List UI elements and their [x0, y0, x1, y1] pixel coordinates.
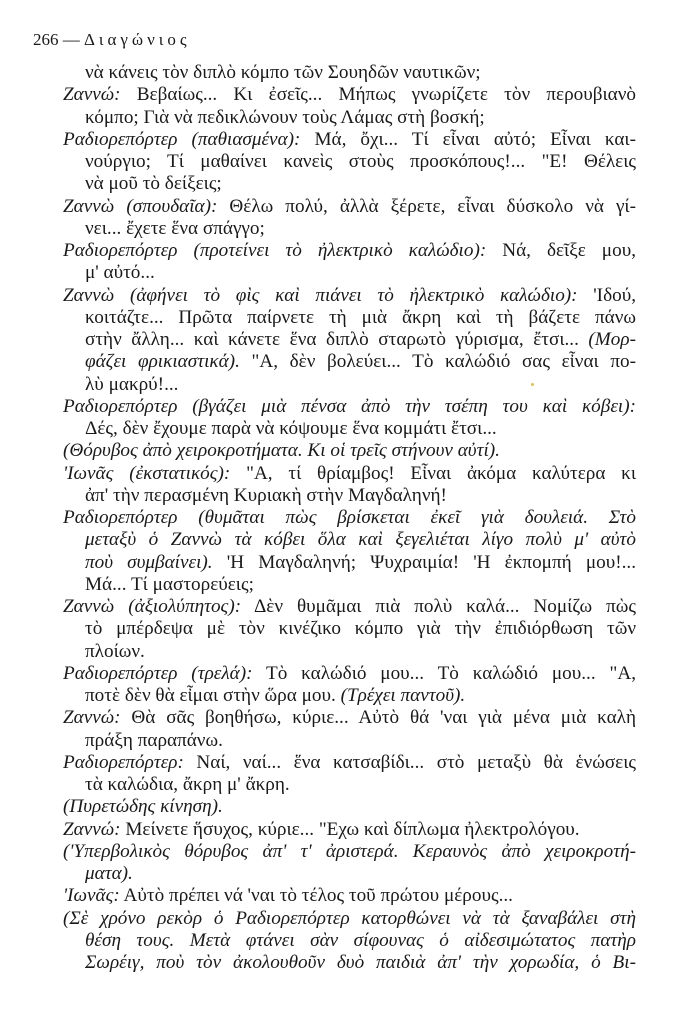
text-line: [85, 329, 636, 351]
text-line: [85, 774, 636, 796]
italic-segment: (Τρέχει παντοῦ).: [340, 685, 466, 706]
roman-segment: Μείνετε ἥσυχος, κύριε... "Εχω καὶ δίπλωμα ἠλεκτρολόγου.: [120, 818, 580, 840]
text-line: [85, 351, 636, 373]
header-dash: —: [58, 30, 84, 49]
text-line: [63, 752, 636, 774]
italic-segment: Ζαννώ:: [63, 818, 121, 840]
text-line: [63, 285, 636, 307]
roman-segment: Μά, ὄχι... Τί εἶναι αὐτό; Εἶναι και-: [300, 128, 636, 150]
italic-segment: Ζαννὼ (σπουδαῖα):: [63, 195, 218, 217]
roman-segment: κόμπο; Γιὰ νὰ πεδικλώνουν τοὺς Λάμας στὴ βοσκή;: [85, 106, 485, 128]
roman-segment: Βεβαίως... Κι ἐσεῖς... Μήπως γνωρίζετε τὸν περουβιανὸ: [120, 84, 636, 106]
text-line: [63, 596, 636, 618]
italic-segment: Ζαννὼ (ἀξιολύπητος):: [63, 596, 242, 617]
text-line: [85, 685, 636, 707]
text-line: [85, 552, 636, 574]
roman-segment: κοιτάζτε... Πρῶτα παίρνετε τὴ μιὰ ἄκρη καὶ τὴ βάζετε πάνω: [85, 306, 636, 328]
text-line: [85, 418, 636, 440]
text-line: [63, 196, 636, 218]
italic-segment: ('Υπερβολικὸς θόρυβος ἀπ' τ' ἀριστερά. Κεραυνὸς ἀπὸ χειροκροτή-: [63, 840, 636, 862]
text-line: [63, 396, 636, 418]
italic-segment: Ραδιορεπόρτερ (τρελά):: [63, 662, 253, 684]
text-line: [85, 574, 636, 596]
text-line: [85, 107, 636, 129]
italic-segment: φάζει φρικιαστικά).: [85, 351, 240, 373]
text-line: [85, 863, 636, 885]
italic-segment: (Σὲ χρόνο ρεκὸρ ὁ Ραδιορεπόρτερ κατορθώνει νὰ τὰ ξαναβάλει στὴ: [63, 907, 636, 929]
roman-segment: νὰ κάνεις τὸν διπλὸ κόμπο τῶν Σουηδῶν ναυτικῶν;: [85, 62, 481, 83]
roman-segment: στὴν ἄλλη... καὶ κάνετε ἕνα διπλὸ σταρωτὸ γύρισμα, ἔτσι...: [85, 329, 589, 350]
italic-segment: θέση τους. Μετὰ φτάνει σὰν σίφουνας ὁ αἰδεσιμώτατος πατὴρ: [85, 929, 636, 951]
text-line: [63, 885, 636, 907]
running-header: [33, 30, 191, 50]
italic-segment: Ραδιορεπόρτερ (θυμᾶται πὼς βρίσκεται ἐκεῖ γιὰ δουλειά. Στὸ: [63, 507, 636, 528]
roman-segment: Τὸ καλώδιό μου... Τὸ καλώδιό μου... "Α,: [252, 662, 636, 684]
roman-segment: πλοίων.: [85, 640, 145, 662]
text-line: [63, 463, 636, 485]
roman-segment: πράξη παραπάνω.: [85, 729, 223, 751]
italic-segment: Ραδιορεπόρτερ (βγάζει μιὰ πένσα ἀπὸ τὴν τσέπη του καὶ κόβει):: [63, 395, 636, 417]
italic-segment: 'Ιωνᾶς:: [63, 885, 120, 907]
roman-segment: Μά... Τί μαστορεύεις;: [85, 573, 254, 595]
text-line: [85, 374, 636, 396]
italic-segment: Ραδιορεπόρτερ (παθιασμένα):: [63, 128, 301, 150]
italic-segment: (Θόρυβος ἀπὸ χειροκροτήματα. Κι οἱ τρεῖς στήνουν αὐτί).: [63, 440, 500, 462]
text-line: [63, 507, 636, 529]
italic-segment: ποὺ συμβαίνει).: [85, 551, 213, 573]
roman-segment: λὺ μακρύ!...: [85, 373, 179, 395]
roman-segment: "Α, δὲν βολεύει... Τὸ καλώδιό σας εἶναι πο-: [239, 351, 636, 373]
italic-segment: 'Ιωνᾶς (ἐκστατικός):: [63, 462, 231, 484]
text-line: [63, 440, 636, 462]
roman-segment: τὸ μπέρδεψα μὲ τὸν κινέζικο κόμπο γιὰ τὴν ἐπιδιόρθωση τῶν: [85, 618, 636, 640]
italic-segment: μεταξὺ ὁ Ζαννὼ τὰ κόβει ὅλα καὶ ξεγελιέται λίγο πολὺ μ' αὐτὸ: [85, 529, 636, 551]
roman-segment: Θὰ σᾶς βοηθήσω, κύριε... Αὐτὸ θά 'ναι γιὰ μένα μιὰ καλὴ: [120, 707, 636, 729]
text-line: [85, 952, 636, 974]
text-line: [85, 641, 636, 663]
text-line: [63, 796, 636, 818]
text-line: [85, 730, 636, 752]
text-line: [63, 84, 636, 106]
text-line: [85, 529, 636, 551]
roman-segment: Αὐτὸ πρέπει νά 'ναι τὸ τέλος τοῦ πρώτου μέρους...: [119, 885, 513, 907]
roman-segment: νει... ἔχετε ἕνα σπάγγο;: [85, 217, 265, 239]
text-line: [63, 129, 636, 151]
page-number: 266: [33, 30, 59, 49]
text-line: [63, 841, 636, 863]
italic-segment: Ζαννὼ (ἀφήνει τὸ φὶς καὶ πιάνει τὸ ἠλεκτρικὸ καλώδιο):: [63, 284, 578, 306]
roman-segment: Θέλω πολύ, ἀλλὰ ξέρετε, εἶναι δύσκολο νὰ γί-: [217, 195, 636, 217]
roman-segment: "Α, τί θρίαμβος! Εἶναι ἀκόμα καλύτερα κι: [230, 462, 636, 484]
text-line: [63, 663, 636, 685]
text-line: [85, 173, 636, 195]
text-line: [63, 707, 636, 729]
text-line: [85, 218, 636, 240]
italic-segment: Ραδιορεπόρτερ:: [63, 751, 184, 773]
roman-segment: ποτὲ δὲν θὰ εἶμαι στὴν ὥρα μου.: [85, 685, 341, 706]
text-line: [85, 618, 636, 640]
italic-segment: (Μορ-: [588, 329, 636, 350]
roman-segment: Δές, δὲν ἔχουμε παρὰ νὰ κόψουμε ἕνα κομμάτι ἔτσι...: [85, 418, 497, 439]
roman-segment: νὰ μοῦ τὸ δείξεις;: [85, 173, 222, 195]
text-line: [63, 240, 636, 262]
roman-segment: ἀπ' τὴν περασμένη Κυριακὴ στὴν Μαγδαληνή!: [85, 484, 447, 506]
roman-segment: μ' αὐτό...: [85, 262, 155, 284]
scan-speck: [531, 383, 534, 386]
text-line: [85, 262, 636, 284]
roman-segment: Ναί, ναί... ἕνα κατσαβίδι... στὸ μεταξὺ θὰ ἑνώσεις: [183, 751, 636, 773]
roman-segment: Δὲν θυμᾶμαι πιὰ πολὺ καλά... Νομίζω πὼς: [241, 596, 636, 617]
italic-segment: Σωρέιγ, ποὺ τὸν ἀκολουθοῦν δυὸ παιδιὰ ἀπ' τὴν χορωδία, ὁ Βι-: [85, 952, 636, 973]
roman-segment: τὰ καλώδια, ἄκρη μ' ἄκρη.: [85, 774, 290, 795]
roman-segment: 'Ιδού,: [577, 284, 636, 306]
italic-segment: Ραδιορεπόρτερ (προτείνει τὸ ἠλεκτρικὸ καλώδιο):: [63, 240, 487, 261]
text-line: [85, 930, 636, 952]
roman-segment: νούργιο; Τί μαθαίνει κανεὶς στοὺς προσκόπους!... "Ε! Θέλεις: [85, 151, 636, 172]
text-line: [85, 62, 636, 84]
text-line: [63, 819, 636, 841]
italic-segment: Ζαννώ:: [63, 84, 121, 106]
text-line: [85, 151, 636, 173]
text-line: [85, 307, 636, 329]
italic-segment: ματα).: [85, 863, 133, 884]
roman-segment: 'Η Μαγδαληνή; Ψυχραιμία! 'Η ἐκπομπή μου!...: [212, 551, 636, 573]
text-line: [63, 908, 636, 930]
italic-segment: Ζαννώ:: [63, 707, 121, 729]
text-line: [85, 485, 636, 507]
italic-segment: (Πυρετώδης κίνηση).: [63, 796, 223, 818]
roman-segment: Νά, δεῖξε μου,: [486, 240, 636, 261]
book-title: Διαγώνιος: [84, 30, 191, 49]
